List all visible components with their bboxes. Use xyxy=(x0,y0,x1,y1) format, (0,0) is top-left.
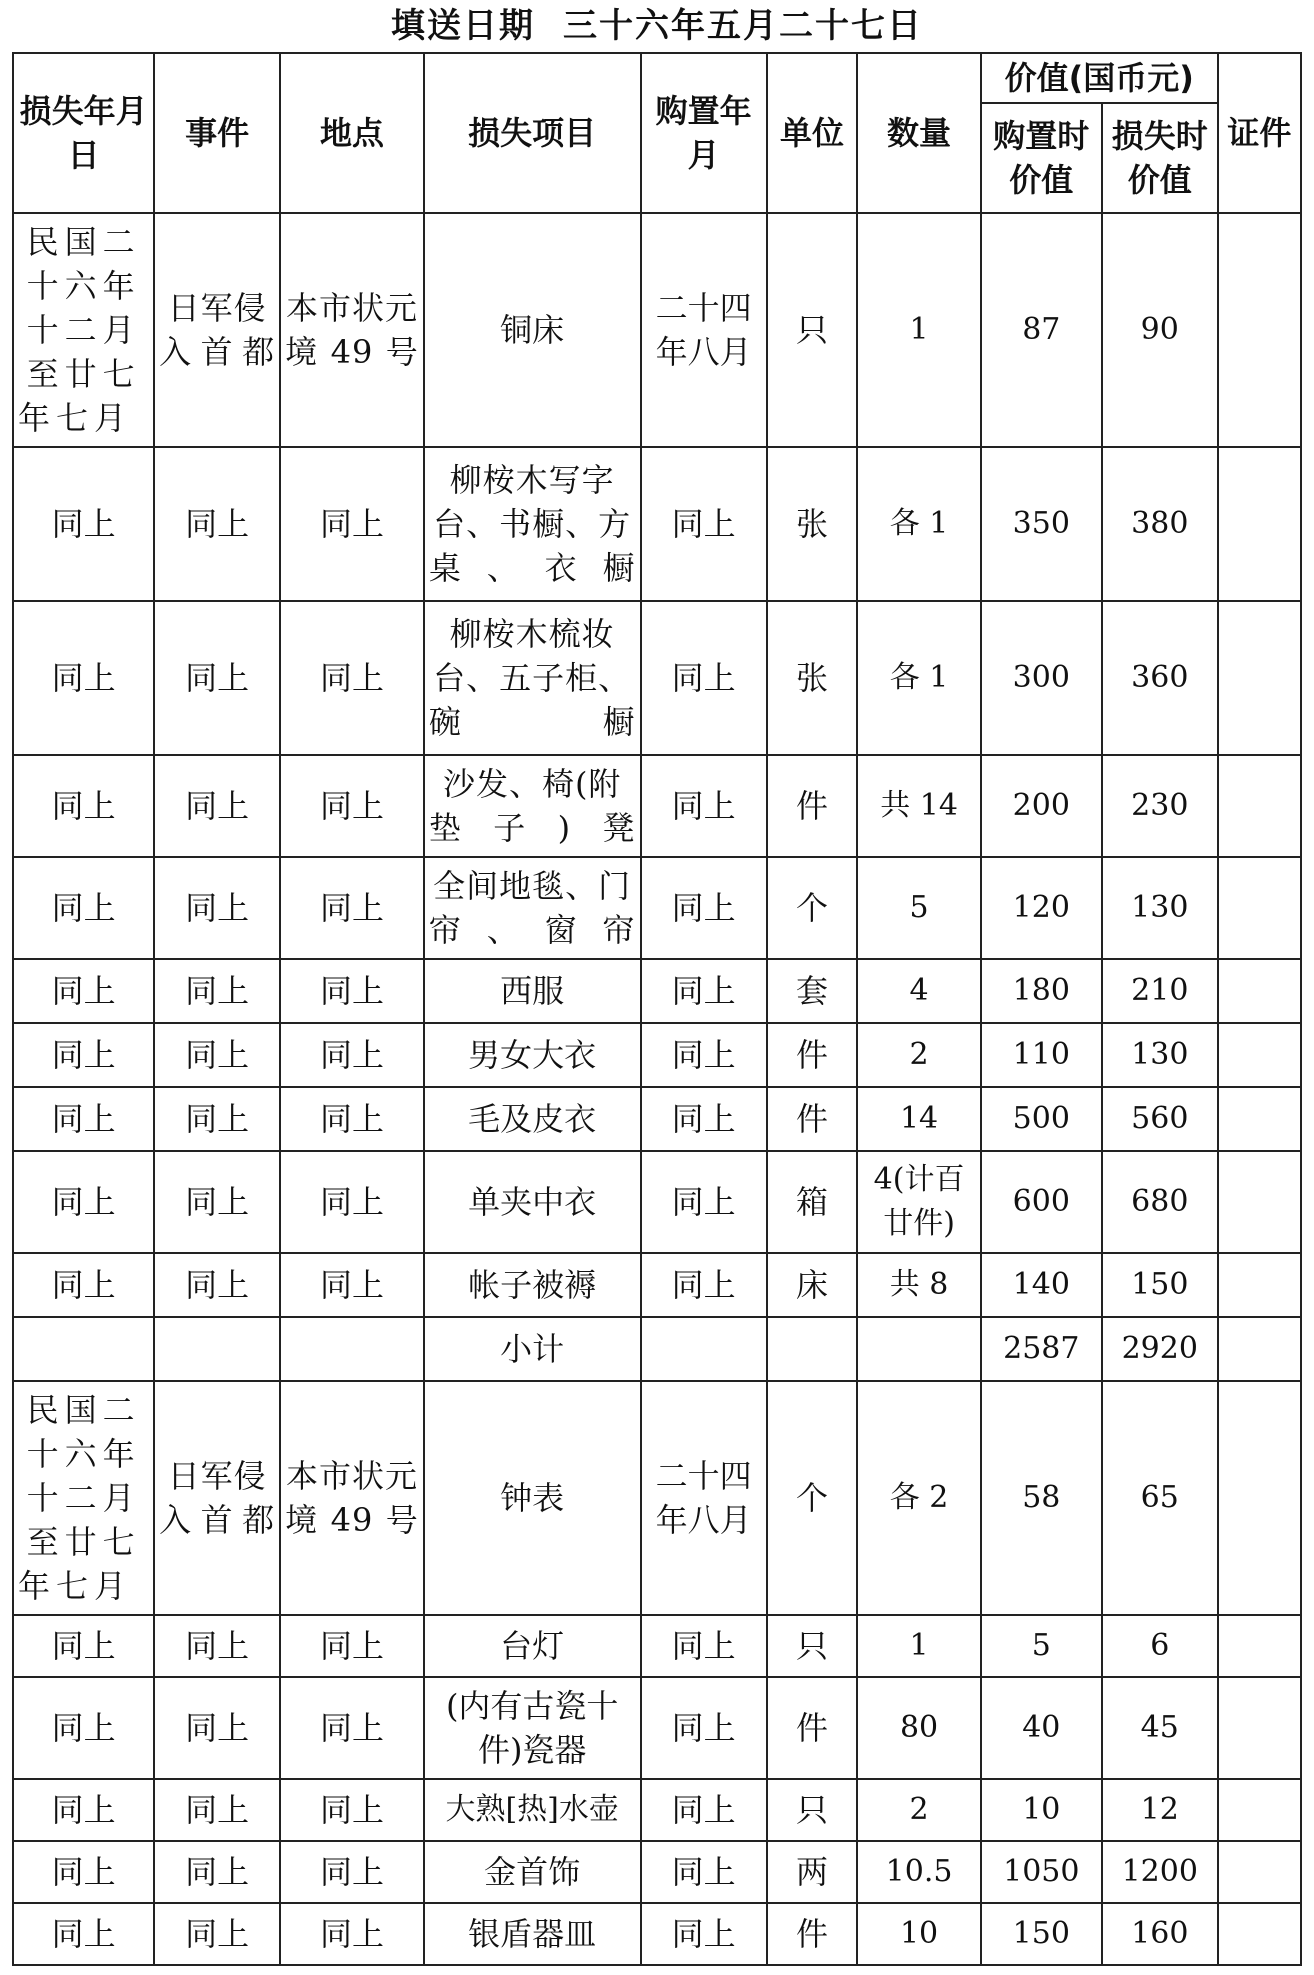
cell-item: 柳桉木梳妆台、五子柜、碗橱 xyxy=(424,601,641,755)
cell-loss-date: 同上 xyxy=(13,755,154,857)
cell-item: (内有古瓷十件)瓷器 xyxy=(424,1677,641,1779)
cell-item: 帐子被褥 xyxy=(424,1253,641,1317)
cell-evidence xyxy=(1218,959,1301,1023)
cell-location: 同上 xyxy=(280,959,424,1023)
cell-value-purchase: 87 xyxy=(981,213,1102,447)
cell-item: 男女大衣 xyxy=(424,1023,641,1087)
header-quantity: 数量 xyxy=(857,53,981,213)
cell-item: 金首饰 xyxy=(424,1841,641,1903)
cell-unit: 床 xyxy=(767,1253,858,1317)
header-value-loss: 损失时价值 xyxy=(1102,103,1218,213)
cell-purchase-date: 同上 xyxy=(641,1779,767,1841)
cell-value-purchase: 40 xyxy=(981,1677,1102,1779)
cell-event: 日军侵入首都 xyxy=(154,1381,280,1615)
cell-quantity: 4 xyxy=(857,959,981,1023)
cell-subtotal-loss: 2920 xyxy=(1102,1317,1218,1381)
fill-date-value: 三十六年五月二十七日 xyxy=(563,6,923,46)
header-loss-date: 损失年月日 xyxy=(13,53,154,213)
cell-location: 本市状元境49号 xyxy=(280,1381,424,1615)
cell-unit: 件 xyxy=(767,755,858,857)
cell-value-loss: 65 xyxy=(1102,1381,1218,1615)
cell-value-loss: 6 xyxy=(1102,1615,1218,1677)
cell-value-loss: 560 xyxy=(1102,1087,1218,1151)
cell-unit: 个 xyxy=(767,1381,858,1615)
cell-loss-date: 同上 xyxy=(13,1903,154,1965)
cell-event: 同上 xyxy=(154,959,280,1023)
cell-value-purchase: 1050 xyxy=(981,1841,1102,1903)
table-row xyxy=(13,447,1301,601)
cell-quantity: 80 xyxy=(857,1677,981,1779)
cell-loss-date: 同上 xyxy=(13,1087,154,1151)
cell-loss-date: 同上 xyxy=(13,1253,154,1317)
cell-event: 同上 xyxy=(154,1023,280,1087)
table-row xyxy=(13,755,1301,857)
cell-loss-date xyxy=(13,1317,154,1381)
cell-loss-date: 同上 xyxy=(13,1151,154,1253)
cell-quantity: 10.5 xyxy=(857,1841,981,1903)
cell-quantity: 1 xyxy=(857,1615,981,1677)
cell-purchase-date: 同上 xyxy=(641,601,767,755)
cell-loss-date: 同上 xyxy=(13,1677,154,1779)
cell-location: 同上 xyxy=(280,1841,424,1903)
header-event: 事件 xyxy=(154,53,280,213)
table-row xyxy=(13,1677,1301,1779)
cell-loss-date: 民国二十六年十二月至廿七年七月 xyxy=(13,1381,154,1615)
cell-item: 台灯 xyxy=(424,1615,641,1677)
cell-value-loss: 130 xyxy=(1102,1023,1218,1087)
cell-event: 同上 xyxy=(154,1087,280,1151)
cell-subtotal-label: 小计 xyxy=(424,1317,641,1381)
header-loss-item: 损失项目 xyxy=(424,53,641,213)
cell-event: 同上 xyxy=(154,1677,280,1779)
cell-location: 同上 xyxy=(280,1779,424,1841)
cell-event: 同上 xyxy=(154,1903,280,1965)
cell-evidence xyxy=(1218,1317,1301,1381)
table-row xyxy=(13,959,1301,1023)
cell-quantity: 各 1 xyxy=(857,447,981,601)
cell-location: 同上 xyxy=(280,1903,424,1965)
cell-value-purchase: 500 xyxy=(981,1087,1102,1151)
header-value-purchase: 购置时价值 xyxy=(981,103,1102,213)
cell-value-loss: 45 xyxy=(1102,1677,1218,1779)
cell-value-purchase: 140 xyxy=(981,1253,1102,1317)
cell-event: 同上 xyxy=(154,601,280,755)
cell-item: 钟表 xyxy=(424,1381,641,1615)
cell-location: 同上 xyxy=(280,1087,424,1151)
cell-location: 同上 xyxy=(280,601,424,755)
fill-date-line xyxy=(0,2,1314,50)
cell-unit: 套 xyxy=(767,959,858,1023)
cell-value-purchase: 58 xyxy=(981,1381,1102,1615)
cell-item: 沙发、椅(附垫子)凳 xyxy=(424,755,641,857)
cell-unit xyxy=(767,1317,858,1381)
cell-item: 铜床 xyxy=(424,213,641,447)
table-row xyxy=(13,601,1301,755)
subtotal-row xyxy=(13,1317,1301,1381)
cell-evidence xyxy=(1218,213,1301,447)
cell-unit: 件 xyxy=(767,1903,858,1965)
cell-loss-date: 同上 xyxy=(13,857,154,959)
fill-date-label: 填送日期 xyxy=(391,6,535,46)
cell-item: 全间地毯、门帘、窗帘 xyxy=(424,857,641,959)
cell-location: 同上 xyxy=(280,755,424,857)
cell-event: 同上 xyxy=(154,1151,280,1253)
cell-evidence xyxy=(1218,1023,1301,1087)
cell-value-purchase: 5 xyxy=(981,1615,1102,1677)
table-row xyxy=(13,1903,1301,1965)
cell-loss-date: 同上 xyxy=(13,1023,154,1087)
cell-location: 同上 xyxy=(280,1253,424,1317)
cell-event: 同上 xyxy=(154,1841,280,1903)
header-row-1 xyxy=(13,53,1301,103)
header-evidence: 证件 xyxy=(1218,53,1301,213)
cell-purchase-date: 二十四年八月 xyxy=(641,213,767,447)
cell-loss-date: 同上 xyxy=(13,959,154,1023)
cell-location xyxy=(280,1317,424,1381)
cell-item: 毛及皮衣 xyxy=(424,1087,641,1151)
cell-evidence xyxy=(1218,1779,1301,1841)
cell-value-loss: 230 xyxy=(1102,755,1218,857)
cell-unit: 只 xyxy=(767,1615,858,1677)
cell-item: 柳桉木写字台、书橱、方桌、衣橱 xyxy=(424,447,641,601)
cell-evidence xyxy=(1218,601,1301,755)
cell-purchase-date: 二十四年八月 xyxy=(641,1381,767,1615)
cell-value-purchase: 110 xyxy=(981,1023,1102,1087)
header-value-group: 价值(国币元) xyxy=(981,53,1218,103)
table-row xyxy=(13,1087,1301,1151)
header-location: 地点 xyxy=(280,53,424,213)
cell-unit: 只 xyxy=(767,213,858,447)
cell-unit: 件 xyxy=(767,1087,858,1151)
cell-quantity: 10 xyxy=(857,1903,981,1965)
cell-unit: 张 xyxy=(767,601,858,755)
cell-unit: 箱 xyxy=(767,1151,858,1253)
cell-quantity: 共 14 xyxy=(857,755,981,857)
cell-item: 大熟[热]水壶 xyxy=(424,1779,641,1841)
cell-loss-date: 同上 xyxy=(13,1615,154,1677)
cell-purchase-date: 同上 xyxy=(641,447,767,601)
cell-unit: 件 xyxy=(767,1023,858,1087)
cell-unit: 个 xyxy=(767,857,858,959)
cell-purchase-date: 同上 xyxy=(641,1903,767,1965)
cell-unit: 件 xyxy=(767,1677,858,1779)
cell-evidence xyxy=(1218,1841,1301,1903)
cell-evidence xyxy=(1218,1677,1301,1779)
cell-purchase-date xyxy=(641,1317,767,1381)
cell-evidence xyxy=(1218,1615,1301,1677)
cell-purchase-date: 同上 xyxy=(641,1023,767,1087)
cell-loss-date: 同上 xyxy=(13,1779,154,1841)
cell-evidence xyxy=(1218,755,1301,857)
cell-purchase-date: 同上 xyxy=(641,959,767,1023)
cell-event: 同上 xyxy=(154,1253,280,1317)
cell-event: 同上 xyxy=(154,1615,280,1677)
cell-evidence xyxy=(1218,857,1301,959)
cell-value-loss: 210 xyxy=(1102,959,1218,1023)
cell-purchase-date: 同上 xyxy=(641,1615,767,1677)
cell-value-loss: 90 xyxy=(1102,213,1218,447)
cell-value-loss: 12 xyxy=(1102,1779,1218,1841)
cell-value-purchase: 10 xyxy=(981,1779,1102,1841)
cell-event: 日军侵入首都 xyxy=(154,213,280,447)
cell-evidence xyxy=(1218,1151,1301,1253)
cell-event: 同上 xyxy=(154,447,280,601)
table-row xyxy=(13,1381,1301,1615)
cell-value-purchase: 350 xyxy=(981,447,1102,601)
cell-value-loss: 380 xyxy=(1102,447,1218,601)
header-purchase-date: 购置年月 xyxy=(641,53,767,213)
cell-value-purchase: 150 xyxy=(981,1903,1102,1965)
cell-evidence xyxy=(1218,1903,1301,1965)
cell-value-purchase: 600 xyxy=(981,1151,1102,1253)
cell-location: 同上 xyxy=(280,1023,424,1087)
cell-value-loss: 150 xyxy=(1102,1253,1218,1317)
cell-evidence xyxy=(1218,1087,1301,1151)
cell-unit: 张 xyxy=(767,447,858,601)
cell-location: 同上 xyxy=(280,1677,424,1779)
cell-item: 单夹中衣 xyxy=(424,1151,641,1253)
cell-item: 银盾器皿 xyxy=(424,1903,641,1965)
cell-quantity: 共 8 xyxy=(857,1253,981,1317)
cell-purchase-date: 同上 xyxy=(641,1677,767,1779)
cell-loss-date: 民国二十六年十二月至廿七年七月 xyxy=(13,213,154,447)
cell-purchase-date: 同上 xyxy=(641,1841,767,1903)
table-row xyxy=(13,857,1301,959)
cell-event xyxy=(154,1317,280,1381)
cell-value-loss: 160 xyxy=(1102,1903,1218,1965)
cell-evidence xyxy=(1218,447,1301,601)
cell-loss-date: 同上 xyxy=(13,1841,154,1903)
cell-value-purchase: 180 xyxy=(981,959,1102,1023)
cell-quantity: 14 xyxy=(857,1087,981,1151)
table-row xyxy=(13,1841,1301,1903)
cell-purchase-date: 同上 xyxy=(641,1087,767,1151)
cell-value-loss: 360 xyxy=(1102,601,1218,755)
cell-quantity: 4(计百廿件) xyxy=(857,1151,981,1253)
cell-quantity: 1 xyxy=(857,213,981,447)
cell-location: 同上 xyxy=(280,857,424,959)
cell-event: 同上 xyxy=(154,755,280,857)
cell-purchase-date: 同上 xyxy=(641,1253,767,1317)
cell-quantity: 2 xyxy=(857,1023,981,1087)
cell-value-purchase: 300 xyxy=(981,601,1102,755)
cell-purchase-date: 同上 xyxy=(641,1151,767,1253)
cell-loss-date: 同上 xyxy=(13,447,154,601)
cell-value-purchase: 120 xyxy=(981,857,1102,959)
cell-purchase-date: 同上 xyxy=(641,755,767,857)
cell-quantity: 2 xyxy=(857,1779,981,1841)
cell-quantity: 各 1 xyxy=(857,601,981,755)
table-row xyxy=(13,1253,1301,1317)
cell-value-purchase: 200 xyxy=(981,755,1102,857)
cell-subtotal-purchase: 2587 xyxy=(981,1317,1102,1381)
cell-loss-date: 同上 xyxy=(13,601,154,755)
cell-purchase-date: 同上 xyxy=(641,857,767,959)
cell-quantity: 5 xyxy=(857,857,981,959)
table-row xyxy=(13,1151,1301,1253)
cell-quantity: 各 2 xyxy=(857,1381,981,1615)
cell-location: 同上 xyxy=(280,1615,424,1677)
table-row xyxy=(13,1615,1301,1677)
cell-location: 同上 xyxy=(280,1151,424,1253)
table-row xyxy=(13,1779,1301,1841)
loss-report-table xyxy=(12,52,1302,1966)
cell-event: 同上 xyxy=(154,857,280,959)
cell-event: 同上 xyxy=(154,1779,280,1841)
cell-unit: 只 xyxy=(767,1779,858,1841)
table-row xyxy=(13,1023,1301,1087)
cell-location: 本市状元境49号 xyxy=(280,213,424,447)
cell-value-loss: 130 xyxy=(1102,857,1218,959)
cell-value-loss: 680 xyxy=(1102,1151,1218,1253)
cell-evidence xyxy=(1218,1253,1301,1317)
cell-quantity xyxy=(857,1317,981,1381)
cell-evidence xyxy=(1218,1381,1301,1615)
header-unit: 单位 xyxy=(767,53,858,213)
table-row xyxy=(13,213,1301,447)
cell-value-loss: 1200 xyxy=(1102,1841,1218,1903)
cell-unit: 两 xyxy=(767,1841,858,1903)
cell-item: 西服 xyxy=(424,959,641,1023)
cell-location: 同上 xyxy=(280,447,424,601)
